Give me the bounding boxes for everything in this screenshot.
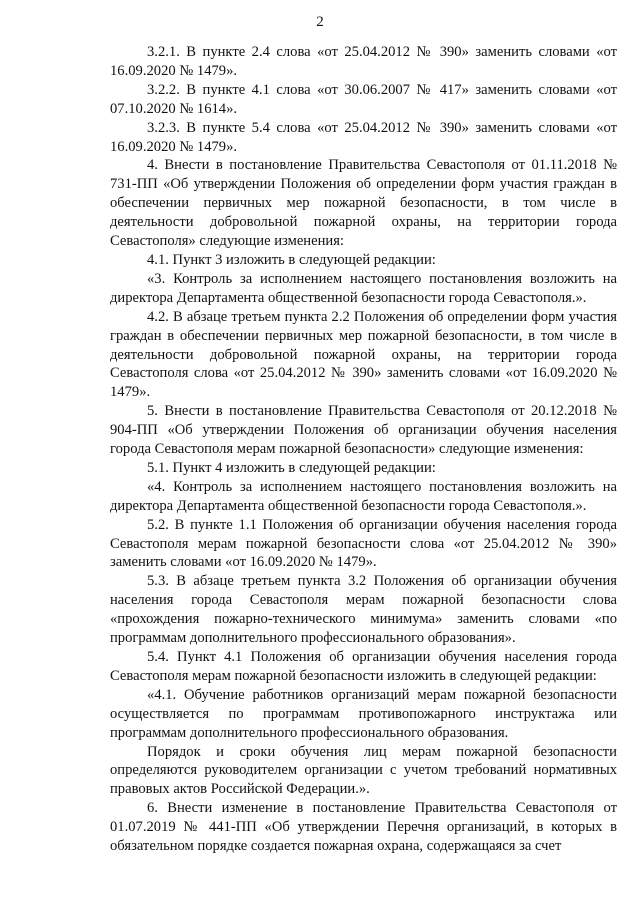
paragraph-3-2-3: 3.2.3. В пункте 5.4 слова «от 25.04.2012 № 390» заменить словами «от 16.09.2020 № 1479». [110,119,617,155]
paragraph-5-4-quote-continued: Порядок и сроки обучения лиц мерам пожарной безопасности определяются руководителем организации с учетом требований нормативных правовых актов Российской Федерации.». [110,743,617,798]
paragraph-5-3: 5.3. В абзаце третьем пункта 3.2 Положения об организации обучения населения города Севастополя мерам пожарной безопасности слова «прохождения пожарно-технического минимума» заменить словами «по программам дополнительного профессионального образования». [110,573,617,647]
paragraph-5-1-quote: «4. Контроль за исполнением настоящего постановления возложить на директора Департамента общественной безопасности города Севастополя.». [110,478,617,514]
paragraph-6: 6. Внести изменение в постановление Правительства Севастополя от 01.07.2019 № 441-ПП «Об утверждении Перечня организаций, в которых в обязательном порядке создается пожарная охрана, содержащаяся за счет [110,800,617,855]
page-number: 2 [316,14,324,30]
paragraph-4: 4. Внести в постановление Правительства Севастополя от 01.11.2018 № 731-ПП «Об утверждении Положения об определении форм участия граждан в обеспечении первичных мер пожарной безопасности, в том числе в деятельности добровольной пожарной охраны, на территории города Севастополя» следующие изменения: [110,157,617,250]
paragraph-5-1: 5.1. Пункт 4 изложить в следующей редакции: [147,459,436,476]
paragraph-4-1-quote: «3. Контроль за исполнением настоящего постановления возложить на директора Департамента общественной безопасности города Севастополя.». [110,270,617,306]
document-body [110,43,617,856]
paragraph-3-2-1: 3.2.1. В пункте 2.4 слова «от 25.04.2012 № 390» заменить словами «от 16.09.2020 № 1479». [110,44,617,79]
paragraph-4-2: 4.2. В абзаце третьем пункта 2.2 Положения об определении форм участия граждан в обеспечении первичных мер пожарной безопасности, в том числе в деятельности добровольной пожарной охраны, на территории города Севастополя слова «от 25.04.2012 № 390» заменить словами «от 16.09.2020 № 1479». [110,308,617,401]
paragraph-4-1: 4.1. Пункт 3 изложить в следующей редакции: [147,251,436,268]
paragraph-5: 5. Внести в постановление Правительства Севастополя от 20.12.2018 № 904-ПП «Об утверждении Положения об организации обучения населения города Севастополя мерам пожарной безопасности» следующие изменения: [110,403,617,458]
paragraph-5-4-quote: «4.1. Обучение работников организаций мерам пожарной безопасности осуществляется по программам противопожарного инструктажа или программам дополнительного профессионального образования. [110,686,617,741]
paragraph-5-4: 5.4. Пункт 4.1 Положения об организации обучения населения города Севастополя мерам пожарной безопасности изложить в следующей редакции: [110,649,617,684]
paragraph-3-2-2: 3.2.2. В пункте 4.1 слова «от 30.06.2007 № 417» заменить словами «от 07.10.2020 № 1614». [110,81,617,117]
paragraph-5-2: 5.2. В пункте 1.1 Положения об организации обучения населения города Севастополя мерам пожарной безопасности слова «от 25.04.2012 № 390» заменить словами «от 16.09.2020 № 1479». [110,516,617,571]
